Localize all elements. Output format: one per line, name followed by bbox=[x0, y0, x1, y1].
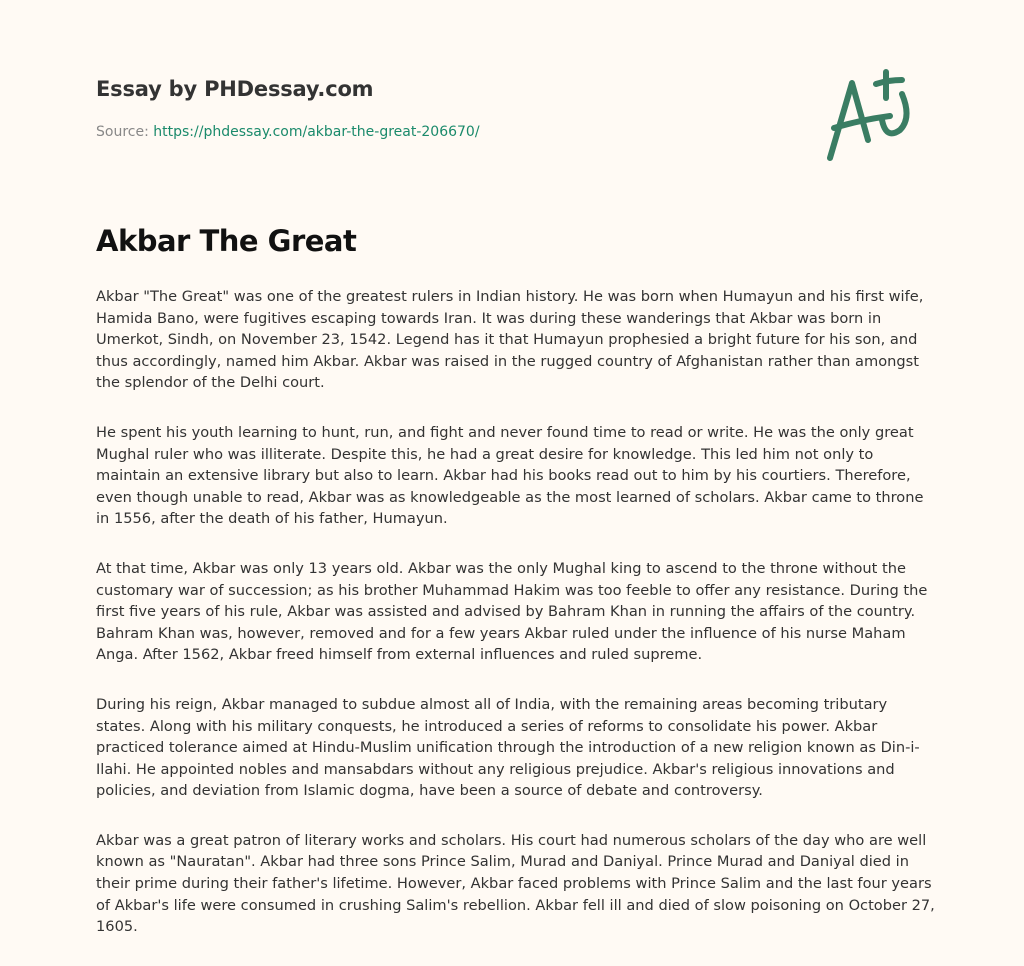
page-title: Akbar The Great bbox=[96, 224, 357, 258]
paragraph: At that time, Akbar was only 13 years old. Akbar was the only Mughal king to ascend to the throne without the customary war of succession; as his brother Muhammad Hakim was too feeble to offer any resistance. During the first five years of his rule, Akbar was assisted and advised by Bahram Khan in running the affairs of the country. Bahram Khan was, however, removed and for a few years Akbar ruled under the influence of his nurse Maham Anga. After 1562, Akbar freed himself from external influences and ruled supreme. bbox=[96, 559, 928, 664]
paragraph: Akbar was a great patron of literary works and scholars. His court had numerous scholars of the day who are well known as "Nauratan". Akbar had three sons Prince Salim, Murad and Daniyal. Prince Murad and Daniyal died in their prime during their father's lifetime. However, Akbar faced problems with Prince Salim and the last four years of Akbar's life were consumed in crushing Salim's rebellion. Akbar fell ill and died of slow poisoning on October 27, 1605. bbox=[96, 831, 935, 936]
source-label: Source: bbox=[96, 124, 149, 140]
paragraph: He spent his youth learning to hunt, run, and fight and never found time to read or write. He was the only great Mughal ruler who was illiterate. Despite this, he had a great desire for knowledge. This led him not only to maintain an extensive library but also to learn. Akbar had his books read out to him by his courtiers. Therefore, even though unable to read, Akbar was as knowledgeable as the most learned of scholars. Akbar came to throne in 1556, after the death of his father, Humayun. bbox=[96, 423, 924, 528]
source-link[interactable]: https://phdessay.com/akbar-the-great-206670/ bbox=[153, 124, 480, 140]
paragraph: During his reign, Akbar managed to subdue almost all of India, with the remaining areas becoming tributary states. Along with his military conquests, he introduced a series of reforms to consolidate his power. Akbar practiced tolerance aimed at Hindu-Muslim unification through the introduction of a new religion known as Din-i-Ilahi. He appointed nobles and mansabdars without any religious prejudice. Akbar's religious innovations and policies, and deviation from Islamic dogma, have been a source of debate and controversy. bbox=[96, 695, 920, 800]
a-plus-logo bbox=[820, 68, 930, 168]
essay-body bbox=[96, 286, 936, 966]
paragraph: Akbar "The Great" was one of the greatest rulers in Indian history. He was born when Humayun and his first wife, Hamida Bano, were fugitives escaping towards Iran. It was during these wanderings that Akbar was born in Umerkot, Sindh, on November 23, 1542. Legend has it that Humayun prophesied a bright future for his son, and thus accordingly, named him Akbar. Akbar was raised in the rugged country of Afghanistan rather than amongst the splendor of the Delhi court. bbox=[96, 288, 924, 392]
site-brand: Essay by PHDessay.com bbox=[96, 77, 374, 101]
source-line bbox=[96, 124, 480, 140]
